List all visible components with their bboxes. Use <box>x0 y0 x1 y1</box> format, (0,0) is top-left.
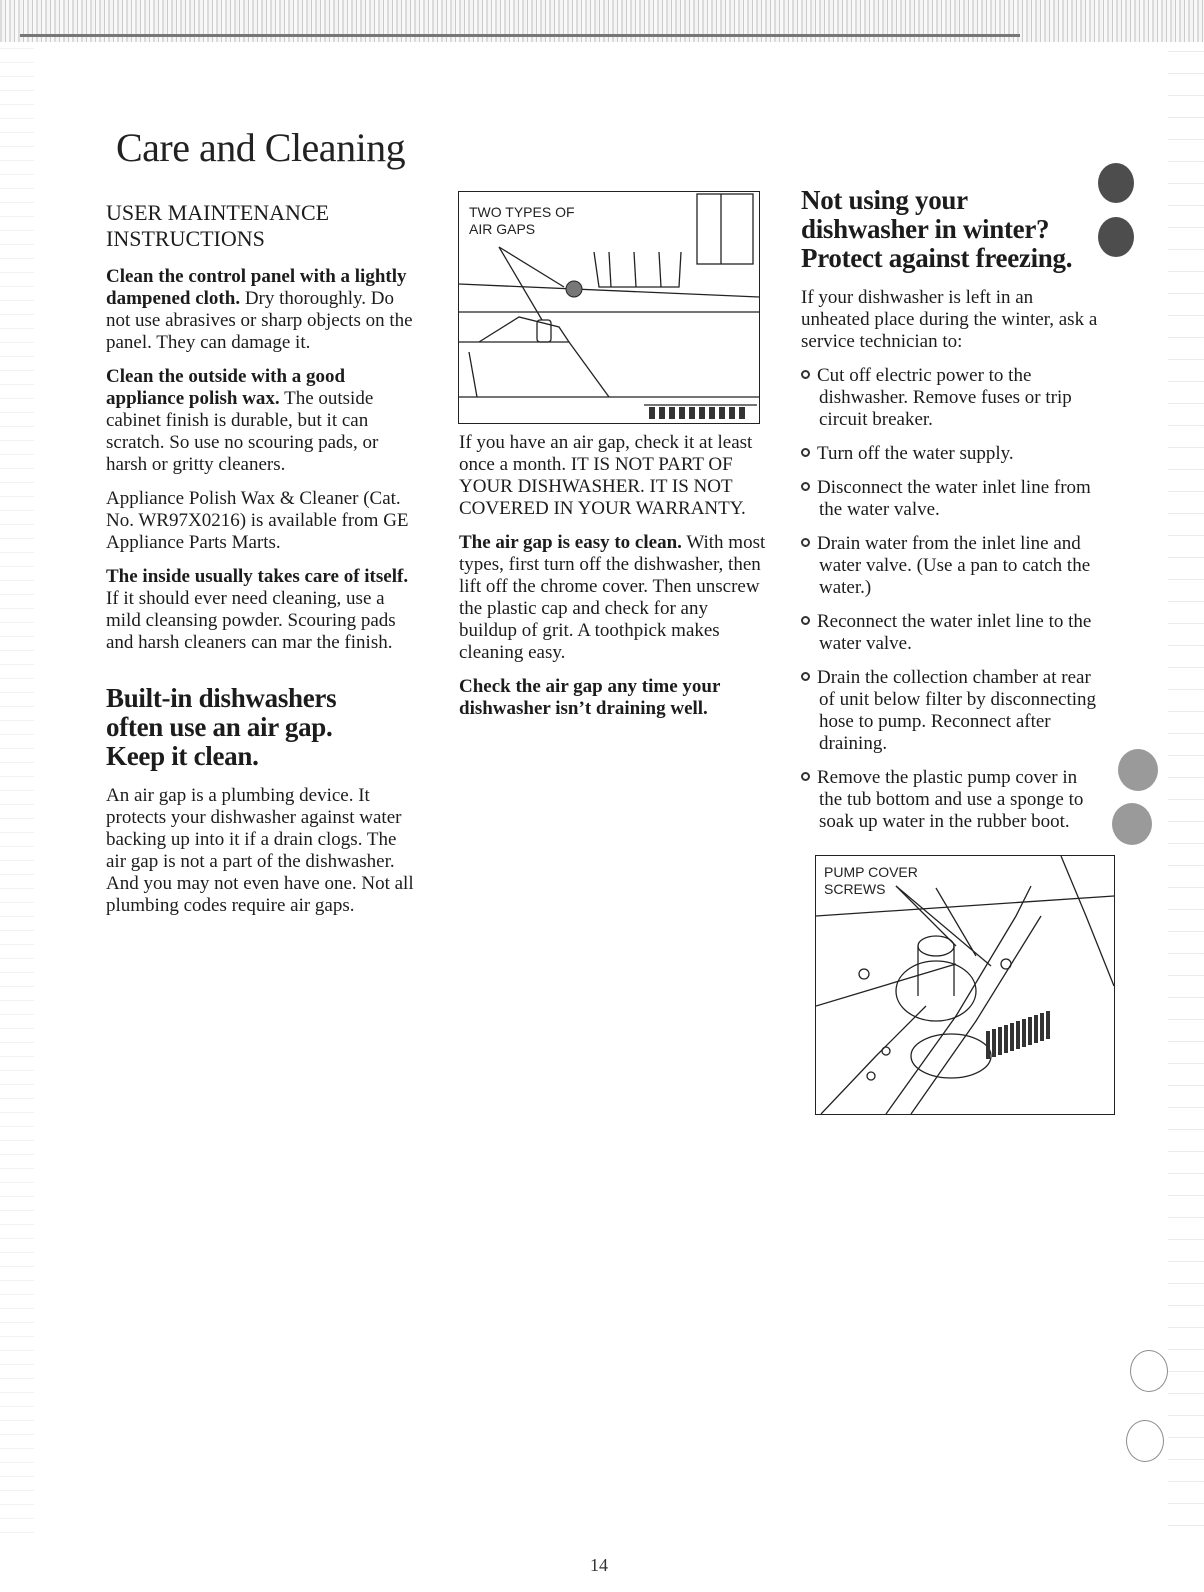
index-tab <box>1130 1350 1168 1392</box>
index-tab <box>1112 803 1152 845</box>
air-gap-illustration <box>458 191 760 424</box>
inside-lead: The inside usually takes care of itself. <box>106 566 409 587</box>
winter-step: Disconnect the water inlet line from the water valve. <box>801 477 1101 521</box>
pump-figure-label: PUMP COVER SCREWS <box>824 864 918 897</box>
air-gap-easy-text: With most types, first turn off the dishwasher, then lift off the chrome cover. Then unscrew the plastic cap and check for any buildup of grit. A toothpick makes cleaning easy. <box>459 532 766 663</box>
index-tab <box>1126 1420 1164 1462</box>
inside-text: If it should ever need cleaning, use a mild cleansing powder. Scouring pads and harsh cleaners can mar the finish. <box>106 588 396 653</box>
bullet-icon <box>801 772 810 781</box>
bullet-icon <box>801 448 810 457</box>
bullet-icon <box>801 538 810 547</box>
inside-paragraph <box>106 566 416 654</box>
index-tab <box>1098 217 1134 257</box>
scan-right-edge <box>1168 42 1204 1542</box>
winter-step: Remove the plastic pump cover in the tub bottom and use a sponge to soak up water in the rubber boot. <box>801 767 1101 833</box>
air-gap-check-bold: Check the air gap any time your dishwasher isn’t draining well. <box>459 676 721 719</box>
air-gap-easy-lead: The air gap is easy to clean. <box>459 532 682 553</box>
index-tab <box>1118 749 1158 791</box>
pump-cover-illustration <box>815 855 1115 1115</box>
winter-step: Drain the collection chamber at rear of unit below filter by disconnecting hose to pump. Reconnect after draining. <box>801 667 1101 755</box>
left-column <box>106 200 416 929</box>
air-gap-figure-label: TWO TYPES OF AIR GAPS <box>469 204 575 237</box>
bullet-icon <box>801 616 810 625</box>
maintenance-heading: USER MAINTENANCE INSTRUCTIONS <box>106 200 330 251</box>
page-title: Care and Cleaning <box>116 125 406 170</box>
bullet-icon <box>801 482 810 491</box>
winter-intro: If your dishwasher is left in an unheated place during the winter, ask a service technician to: <box>801 287 1098 352</box>
winter-heading: Not using your dishwasher in winter? Protect against freezing. <box>801 185 1073 273</box>
winter-step: Reconnect the water inlet line to the water valve. <box>801 611 1101 655</box>
air-gap-check-paragraph: If you have an air gap, check it at least once a month. IT IS NOT PART OF YOUR DISHWASHER. IT IS NOT COVERED IN YOUR WARRANTY. <box>459 432 753 519</box>
winter-step: Turn off the water supply. <box>801 443 1101 465</box>
control-panel-paragraph <box>106 266 416 354</box>
air-gap-paragraph: An air gap is a plumbing device. It protects your dishwasher against water backing up into it if a drain clogs. The air gap is not a part of the dishwasher. And you may not even have one. Not all plumbing codes require air gaps. <box>106 785 414 916</box>
bullet-icon <box>801 370 810 379</box>
winter-step: Drain water from the inlet line and water valve. (Use a pan to catch the water.) <box>801 533 1101 599</box>
middle-column <box>459 432 769 732</box>
page-number: 14 <box>590 1555 608 1575</box>
air-gap-easy-paragraph <box>459 532 769 664</box>
control-panel-lead: Clean the control panel with a lightly dampened cloth. <box>106 266 407 309</box>
bullet-icon <box>801 672 810 681</box>
polish-note: Appliance Polish Wax & Cleaner (Cat. No. WR97X0216) is available from GE Appliance Parts Marts. <box>106 488 409 553</box>
outside-text: The outside cabinet finish is durable, but it can scratch. So use no scouring pads, or harsh or gritty cleaners. <box>106 388 379 475</box>
index-tab <box>1098 163 1134 203</box>
outside-lead: Clean the outside with a good appliance polish wax. <box>106 366 346 409</box>
outside-paragraph <box>106 366 416 476</box>
scan-left-edge <box>0 42 34 1542</box>
right-column <box>801 186 1101 845</box>
control-panel-text: Dry thoroughly. Do not use abrasives or sharp objects on the panel. They can damage it. <box>106 288 413 353</box>
winter-step: Cut off electric power to the dishwasher. Remove fuses or trip circuit breaker. <box>801 365 1101 431</box>
scan-top-edge <box>0 0 1204 42</box>
air-gap-heading: Built-in dishwashers often use an air gap. Keep it clean. <box>106 683 337 771</box>
